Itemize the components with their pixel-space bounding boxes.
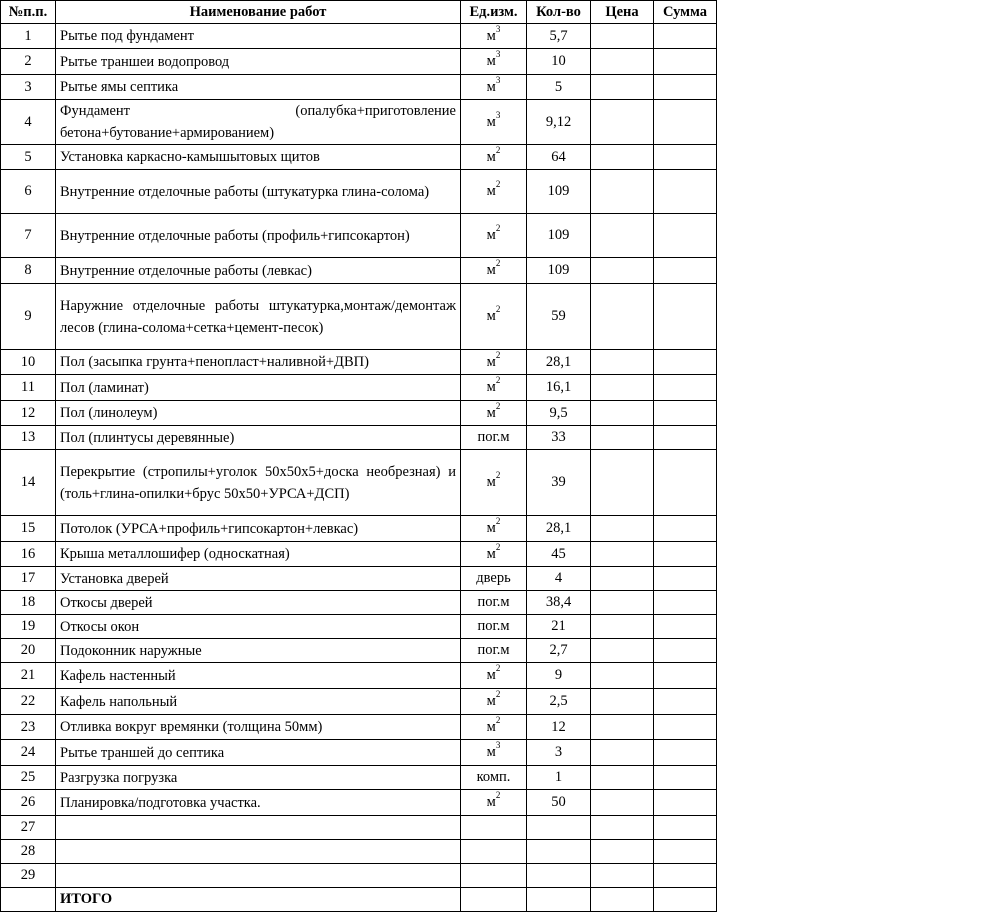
- work-name: Пол (засыпка грунта+пенопласт+наливной+ДВП): [56, 350, 461, 375]
- quantity-cell: 5,7: [527, 24, 591, 49]
- unit-exponent: 2: [495, 714, 501, 725]
- work-name: Разгрузка погрузка: [56, 766, 461, 790]
- row-number: 13: [1, 426, 56, 450]
- unit-cell: [461, 401, 527, 426]
- unit-text: м: [486, 667, 496, 683]
- sum-cell: [654, 258, 717, 284]
- quantity-cell: [527, 864, 591, 888]
- sum-cell: [654, 615, 717, 639]
- row-number: 2: [1, 49, 56, 75]
- row-number: 5: [1, 145, 56, 170]
- header-sum: Сумма: [654, 1, 717, 24]
- quantity-cell: 45: [527, 542, 591, 567]
- price-cell: [591, 375, 654, 401]
- sum-cell: [654, 663, 717, 689]
- sum-cell: [654, 740, 717, 766]
- quantity-cell: 1: [527, 766, 591, 790]
- work-name: Крыша металлошифер (односкатная): [56, 542, 461, 567]
- unit-cell: [461, 284, 527, 350]
- quantity-cell: 39: [527, 450, 591, 516]
- unit-cell: [461, 450, 527, 516]
- unit-cell: [461, 715, 527, 740]
- unit-text: м: [486, 718, 496, 735]
- quantity-cell: 10: [527, 49, 591, 75]
- table-body: [1, 24, 717, 888]
- row-number: 20: [1, 639, 56, 663]
- unit-text: м: [486, 404, 496, 421]
- sum-cell: [654, 766, 717, 790]
- row-number: 26: [1, 790, 56, 816]
- quantity-cell: 38,4: [527, 591, 591, 615]
- total-price-cell: [591, 888, 654, 912]
- header-num: №п.п.: [1, 1, 56, 24]
- row-number: 10: [1, 350, 56, 375]
- unit-cell: [461, 816, 527, 840]
- price-cell: [591, 542, 654, 567]
- sum-cell: [654, 75, 717, 100]
- work-name: Внутренние отделочные работы (левкас): [56, 258, 461, 284]
- sum-cell: [654, 426, 717, 450]
- row-number: 17: [1, 567, 56, 591]
- table-row: [1, 100, 717, 145]
- table-row: [1, 214, 717, 258]
- price-cell: [591, 426, 654, 450]
- unit-text: м: [486, 693, 496, 709]
- unit-exponent: 2: [495, 144, 501, 155]
- table-row: [1, 426, 717, 450]
- row-number: 14: [1, 450, 56, 516]
- work-name: Кафель напольный: [56, 689, 461, 715]
- work-name: Установка дверей: [56, 567, 461, 591]
- table-row: [1, 284, 717, 350]
- unit-cell: [461, 75, 527, 100]
- unit-cell: [461, 516, 527, 542]
- unit-text: м: [486, 262, 496, 278]
- table-row: [1, 740, 717, 766]
- row-number: 1: [1, 24, 56, 49]
- price-cell: [591, 740, 654, 766]
- unit-exponent: 2: [495, 375, 501, 386]
- quantity-cell: 109: [527, 170, 591, 214]
- row-number: 21: [1, 663, 56, 689]
- unit-text: пог.м: [477, 429, 510, 445]
- sum-cell: [654, 715, 717, 740]
- sum-cell: [654, 284, 717, 350]
- sum-cell: [654, 214, 717, 258]
- price-cell: [591, 170, 654, 214]
- table-row: [1, 615, 717, 639]
- total-sum-cell: [654, 888, 717, 912]
- unit-cell: [461, 214, 527, 258]
- work-name: Перекрытие (стропилы+уголок 50х50х5+доска необрезная) и (толь+глина-опилки+брус 50х50+УРСА+ДСП): [56, 450, 461, 516]
- price-cell: [591, 24, 654, 49]
- header-qty: Кол-во: [527, 1, 591, 24]
- sum-cell: [654, 790, 717, 816]
- row-number: 29: [1, 864, 56, 888]
- row-number: 11: [1, 375, 56, 401]
- unit-cell: [461, 145, 527, 170]
- row-number: 25: [1, 766, 56, 790]
- quantity-cell: 9: [527, 663, 591, 689]
- price-cell: [591, 816, 654, 840]
- work-name: Откосы окон: [56, 615, 461, 639]
- unit-text: м: [486, 744, 496, 760]
- unit-exponent: 3: [495, 740, 501, 751]
- total-row: [1, 888, 717, 912]
- row-number: 7: [1, 214, 56, 258]
- row-number: 8: [1, 258, 56, 284]
- unit-cell: [461, 100, 527, 145]
- quantity-cell: 28,1: [527, 516, 591, 542]
- total-unit-cell: [461, 888, 527, 912]
- sum-cell: [654, 401, 717, 426]
- price-cell: [591, 49, 654, 75]
- price-cell: [591, 258, 654, 284]
- total-num-cell: [1, 888, 56, 912]
- quantity-cell: 109: [527, 214, 591, 258]
- table-row: [1, 663, 717, 689]
- quantity-cell: 16,1: [527, 375, 591, 401]
- work-name: Рытье ямы септика: [56, 75, 461, 100]
- price-cell: [591, 766, 654, 790]
- unit-exponent: 2: [495, 541, 501, 552]
- unit-cell: [461, 258, 527, 284]
- unit-exponent: 2: [495, 304, 501, 315]
- table-row: [1, 816, 717, 840]
- row-number: 22: [1, 689, 56, 715]
- unit-cell: [461, 567, 527, 591]
- unit-exponent: 2: [495, 179, 501, 190]
- table-row: [1, 542, 717, 567]
- work-name: [56, 816, 461, 840]
- sum-cell: [654, 639, 717, 663]
- sum-cell: [654, 450, 717, 516]
- unit-text: м: [486, 353, 496, 370]
- table-row: [1, 715, 717, 740]
- work-name: Внутренние отделочные работы (штукатурка глина-солома): [56, 170, 461, 214]
- row-number: 6: [1, 170, 56, 214]
- sum-cell: [654, 864, 717, 888]
- row-number: 28: [1, 840, 56, 864]
- price-cell: [591, 401, 654, 426]
- unit-exponent: 2: [495, 258, 501, 269]
- sum-cell: [654, 840, 717, 864]
- sum-cell: [654, 49, 717, 75]
- row-number: 4: [1, 100, 56, 145]
- work-name: Отливка вокруг времянки (толщина 50мм): [56, 715, 461, 740]
- unit-text: дверь: [476, 570, 511, 586]
- price-cell: [591, 450, 654, 516]
- row-number: 12: [1, 401, 56, 426]
- table-row: [1, 567, 717, 591]
- row-number: 19: [1, 615, 56, 639]
- work-name: Рытье траншеи водопровод: [56, 49, 461, 75]
- unit-cell: [461, 790, 527, 816]
- work-name: Внутренние отделочные работы (профиль+гипсокартон): [56, 214, 461, 258]
- row-number: 15: [1, 516, 56, 542]
- unit-exponent: 2: [495, 663, 501, 674]
- unit-cell: [461, 350, 527, 375]
- quantity-cell: 4: [527, 567, 591, 591]
- unit-cell: [461, 49, 527, 75]
- quantity-cell: 64: [527, 145, 591, 170]
- unit-text: м: [486, 520, 496, 536]
- price-cell: [591, 840, 654, 864]
- unit-text: м: [486, 183, 496, 199]
- row-number: 16: [1, 542, 56, 567]
- work-name: Рытье под фундамент: [56, 24, 461, 49]
- quantity-cell: 3: [527, 740, 591, 766]
- unit-text: м: [486, 379, 496, 395]
- quantity-cell: 109: [527, 258, 591, 284]
- work-name: Пол (линолеум): [56, 401, 461, 426]
- sum-cell: [654, 145, 717, 170]
- work-name: Пол (плинтусы деревянные): [56, 426, 461, 450]
- unit-cell: [461, 766, 527, 790]
- unit-text: пог.м: [477, 642, 510, 658]
- sum-cell: [654, 689, 717, 715]
- sum-cell: [654, 542, 717, 567]
- price-cell: [591, 689, 654, 715]
- row-number: 24: [1, 740, 56, 766]
- unit-text: м: [486, 545, 496, 562]
- unit-cell: [461, 689, 527, 715]
- work-name: Установка каркасно-камышытовых щитов: [56, 145, 461, 170]
- unit-exponent: 2: [495, 790, 501, 801]
- unit-cell: [461, 663, 527, 689]
- unit-text: м: [486, 53, 496, 69]
- sum-cell: [654, 816, 717, 840]
- unit-exponent: 2: [495, 349, 501, 360]
- price-cell: [591, 615, 654, 639]
- unit-text: комп.: [476, 769, 511, 785]
- header-name: Наименование работ: [56, 1, 461, 24]
- table-row: [1, 591, 717, 615]
- price-cell: [591, 516, 654, 542]
- quantity-cell: 5: [527, 75, 591, 100]
- sum-cell: [654, 100, 717, 145]
- table-row: [1, 24, 717, 49]
- unit-text: пог.м: [477, 618, 510, 634]
- work-name: Планировка/подготовка участка.: [56, 790, 461, 816]
- table-row: [1, 766, 717, 790]
- unit-text: м: [486, 308, 496, 324]
- total-qty-cell: [527, 888, 591, 912]
- table-row: [1, 375, 717, 401]
- table-row: [1, 258, 717, 284]
- work-name: Фундамент (опалубка+приготовление бетона+бутование+армированием): [56, 100, 461, 145]
- quantity-cell: 28,1: [527, 350, 591, 375]
- price-cell: [591, 639, 654, 663]
- unit-cell: [461, 615, 527, 639]
- sum-cell: [654, 24, 717, 49]
- price-cell: [591, 350, 654, 375]
- work-name: Пол (ламинат): [56, 375, 461, 401]
- row-number: 9: [1, 284, 56, 350]
- quantity-cell: 12: [527, 715, 591, 740]
- work-name: Потолок (УРСА+профиль+гипсокартон+левкас): [56, 516, 461, 542]
- price-cell: [591, 663, 654, 689]
- unit-cell: [461, 864, 527, 888]
- price-cell: [591, 214, 654, 258]
- row-number: 23: [1, 715, 56, 740]
- unit-cell: [461, 591, 527, 615]
- unit-cell: [461, 639, 527, 663]
- unit-exponent: 3: [495, 49, 501, 60]
- sum-cell: [654, 350, 717, 375]
- unit-cell: [461, 840, 527, 864]
- table-row: [1, 689, 717, 715]
- quantity-cell: [527, 816, 591, 840]
- unit-cell: [461, 542, 527, 567]
- unit-text: пог.м: [477, 594, 510, 610]
- table-row: [1, 350, 717, 375]
- quantity-cell: 21: [527, 615, 591, 639]
- table-row: [1, 145, 717, 170]
- quantity-cell: 2,7: [527, 639, 591, 663]
- row-number: 18: [1, 591, 56, 615]
- sum-cell: [654, 375, 717, 401]
- work-name: Подоконник наружные: [56, 639, 461, 663]
- price-cell: [591, 145, 654, 170]
- unit-exponent: 2: [495, 689, 501, 700]
- unit-text: м: [486, 78, 496, 95]
- quantity-cell: 2,5: [527, 689, 591, 715]
- table-row: [1, 75, 717, 100]
- price-cell: [591, 567, 654, 591]
- table-row: [1, 639, 717, 663]
- price-cell: [591, 591, 654, 615]
- price-cell: [591, 100, 654, 145]
- quantity-cell: [527, 840, 591, 864]
- sum-cell: [654, 516, 717, 542]
- unit-exponent: 2: [495, 516, 501, 527]
- table-row: [1, 790, 717, 816]
- table-row: [1, 864, 717, 888]
- unit-exponent: 3: [495, 23, 501, 34]
- table-row: [1, 49, 717, 75]
- unit-cell: [461, 426, 527, 450]
- row-number: 3: [1, 75, 56, 100]
- unit-text: м: [486, 113, 496, 130]
- unit-exponent: 2: [495, 400, 501, 411]
- table-row: [1, 450, 717, 516]
- price-cell: [591, 284, 654, 350]
- header-price: Цена: [591, 1, 654, 24]
- header-row: [1, 1, 717, 24]
- unit-text: м: [486, 227, 496, 243]
- quantity-cell: 33: [527, 426, 591, 450]
- unit-cell: [461, 375, 527, 401]
- row-number: 27: [1, 816, 56, 840]
- sum-cell: [654, 591, 717, 615]
- price-cell: [591, 790, 654, 816]
- unit-exponent: 3: [495, 74, 501, 85]
- unit-exponent: 3: [495, 109, 501, 120]
- work-name: [56, 864, 461, 888]
- table-row: [1, 516, 717, 542]
- sum-cell: [654, 170, 717, 214]
- quantity-cell: 50: [527, 790, 591, 816]
- price-cell: [591, 75, 654, 100]
- price-cell: [591, 864, 654, 888]
- work-name: Рытье траншей до септика: [56, 740, 461, 766]
- work-name: [56, 840, 461, 864]
- table-row: [1, 170, 717, 214]
- unit-exponent: 2: [495, 223, 501, 234]
- work-name: Наружние отделочные работы штукатурка,монтаж/демонтаж лесов (глина-солома+сетка+цемент-песок): [56, 284, 461, 350]
- unit-text: м: [486, 474, 496, 490]
- unit-cell: [461, 170, 527, 214]
- unit-text: м: [486, 27, 496, 44]
- price-cell: [591, 715, 654, 740]
- quantity-cell: 9,12: [527, 100, 591, 145]
- unit-text: м: [486, 794, 496, 810]
- unit-text: м: [486, 148, 496, 165]
- unit-exponent: 2: [495, 470, 501, 481]
- quantity-cell: 9,5: [527, 401, 591, 426]
- quantity-cell: 59: [527, 284, 591, 350]
- work-name: Откосы дверей: [56, 591, 461, 615]
- table-row: [1, 840, 717, 864]
- sum-cell: [654, 567, 717, 591]
- table-row: [1, 401, 717, 426]
- unit-cell: [461, 740, 527, 766]
- total-label: ИТОГО: [56, 888, 461, 912]
- header-unit: Ед.изм.: [461, 1, 527, 24]
- unit-cell: [461, 24, 527, 49]
- work-name: Кафель настенный: [56, 663, 461, 689]
